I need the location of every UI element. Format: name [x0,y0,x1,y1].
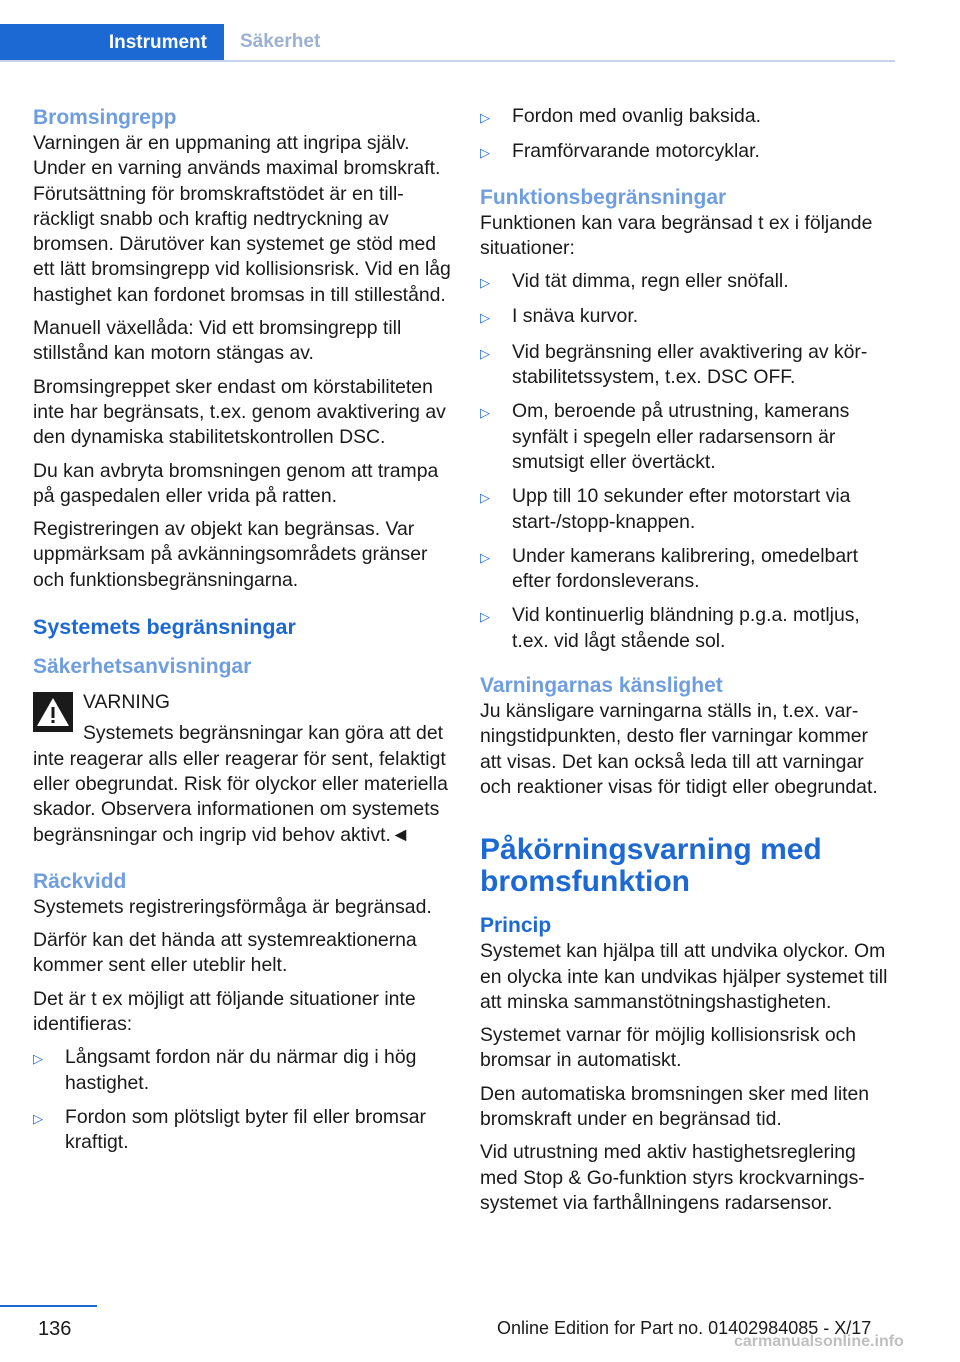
triangle-bullet-icon: ▷ [480,110,490,125]
list-item: ▷ Fordon med ovanlig baksida. [480,104,892,130]
heading-sakerhetsanvisningar: Säkerhetsanvisningar [33,655,252,679]
list-situations-cont [480,104,892,166]
triangle-bullet-icon: ▷ [480,145,490,161]
list-item: ▷ Framförvarande motorcyklar. [480,139,892,165]
triangle-bullet-icon: ▷ [33,1110,43,1126]
triangle-bullet-icon: ▷ [480,490,490,506]
paragraph: Ju känsligare varningarna ställs in, t.ex. varningstidpunkten, desto fler varningar kommer att visas. Det kan också leda till att varningar och reaktioner visas för tidigt eller obegrundat. [480,700,878,798]
tab-instrument[interactable]: Instrument [0,24,224,62]
triangle-bullet-icon: ▷ [480,310,490,326]
paragraph: Därför kan det hända att systemreaktionerna kommer sent eller uteblir helt. [33,929,417,977]
warning-text: Systemets begränsningar kan göra att det inte reagerar alls eller reagerar för sent, felaktigt eller obegrundat. Risk för olyckor eller materiella skador. Observera informationen om systemets begränsningar och ingrip vid behov aktivt.◄ [33,722,448,846]
triangle-bullet-icon: ▷ [480,405,490,421]
heading-rackvidd: Räckvidd [33,869,127,893]
left-column [33,104,451,1168]
list-item: ▷ Upp till 10 sekunder efter motorstart via start-/stopp-knappen. [480,484,892,535]
paragraph: Bromsingreppet sker endast om körstabiliteten inte har begränsats, t.ex. genom avaktivering av den dynamiska stabilitetskontrollen DSC. [33,375,446,449]
heading-bromsingrepp: Bromsingrepp [33,106,177,129]
paragraph: Du kan avbryta bromsningen genom att trampa på gaspedalen eller vrida på ratten. [33,459,439,507]
list-item: ▷ Vid tät dimma, regn eller snöfall. [480,269,892,295]
triangle-bullet-icon: ▷ [33,1051,43,1067]
paragraph: Systemet kan hjälpa till att undvika olyckor. Om en olycka inte kan undvikas hjälper systemet till att minska sammanstötningshastigheten. [480,940,888,1013]
heading-systemets-begransningar: Systemets begränsningar [33,615,296,640]
list-item: ▷ I snäva kurvor. [480,304,892,330]
paragraph: Systemet varnar för möjlig kollisionsrisk och bromsar in automatiskt. [480,1024,857,1072]
paragraph: Den automatiska bromsningen sker med liten bromskraft under en begränsad tid. [480,1082,870,1131]
page-number: 136 [38,1318,72,1340]
paragraph: Varningen är en uppmaning att ingripa själv. Under en varning används maximal bromskraft. Förutsättning för bromskraftstödet är en tillräckligt snabb och kraftig nedtryckning av bromsen. Därutöver kan systemet ge stöd med ett lätt bromsingrepp vid kollisionsrisk. Vid en låg hastighet kan fordonet bromsas in till stillestånd. [33,132,451,306]
triangle-bullet-icon: ▷ [480,609,490,625]
triangle-bullet-icon: ▷ [480,345,490,361]
triangle-bullet-icon: ▷ [480,549,490,565]
paragraph: Det är t ex möjligt att följande situationer inte identifieras: [33,987,416,1036]
header [0,0,895,62]
list-limitations [480,269,892,654]
paragraph: Manuell växellåda: Vid ett bromsingrepp till stillstånd kan motorn stängas av. [33,317,402,365]
heading-princip: Princip [480,914,552,938]
list-item: ▷ Om, beroende på utrustning, kamerans synfält i spegeln eller radarsensorn är smutsigt eller övertäckt. [480,399,892,475]
heading-pakorningsvarning: Påkörningsvarning med bromsfunktion [480,833,822,899]
paragraph: Funktionen kan vara begränsad t ex i följande situationer: [480,211,873,259]
list-item: ▷ Vid kontinuerlig bländning p.g.a. motljus, t.ex. vid lågt stående sol. [480,603,892,654]
warning-title: VARNING [83,691,170,714]
list-item: ▷ Under kamerans kalibrering, omedelbart efter fordonsleverans. [480,544,892,595]
footer-rule [0,1305,97,1307]
paragraph: Systemets registreringsförmåga är begränsad. [33,895,432,918]
header-rule [0,60,895,62]
tab-sakerhet[interactable]: Säkerhet [240,31,321,52]
list-situations [33,1045,451,1155]
right-column [480,104,892,1224]
paragraph: Vid utrustning med aktiv hastighetsreglering med Stop & Go-funktion styrs krockvarningssystemet via farthållningens radarsensor. [480,1141,865,1214]
list-item: ▷ Fordon som plötsligt byter fil eller bromsar kraftigt. [33,1105,451,1156]
heading-varningarnas-kanslighet: Varningarnas känslighet [480,674,723,698]
warning-icon [33,692,73,732]
warning-box [33,690,451,848]
heading-funktionsbegransningar: Funktionsbegränsningar [480,185,727,209]
triangle-bullet-icon: ▷ [480,275,490,291]
watermark: carmanualsonline.info [734,1333,904,1350]
edition-text: Online Edition for Part no. 01402984085 - X/17 [497,1318,872,1338]
list-item: ▷ Vid begränsning eller avaktivering av körstabilitetssystem, t.ex. DSC OFF. [480,340,892,391]
paragraph: Registreringen av objekt kan begränsas. Var uppmärksam på avkänningsområdets gränser och funktionsbegränsningarna. [33,518,428,591]
list-item: ▷ Långsamt fordon när du närmar dig i hög hastighet. [33,1045,451,1096]
